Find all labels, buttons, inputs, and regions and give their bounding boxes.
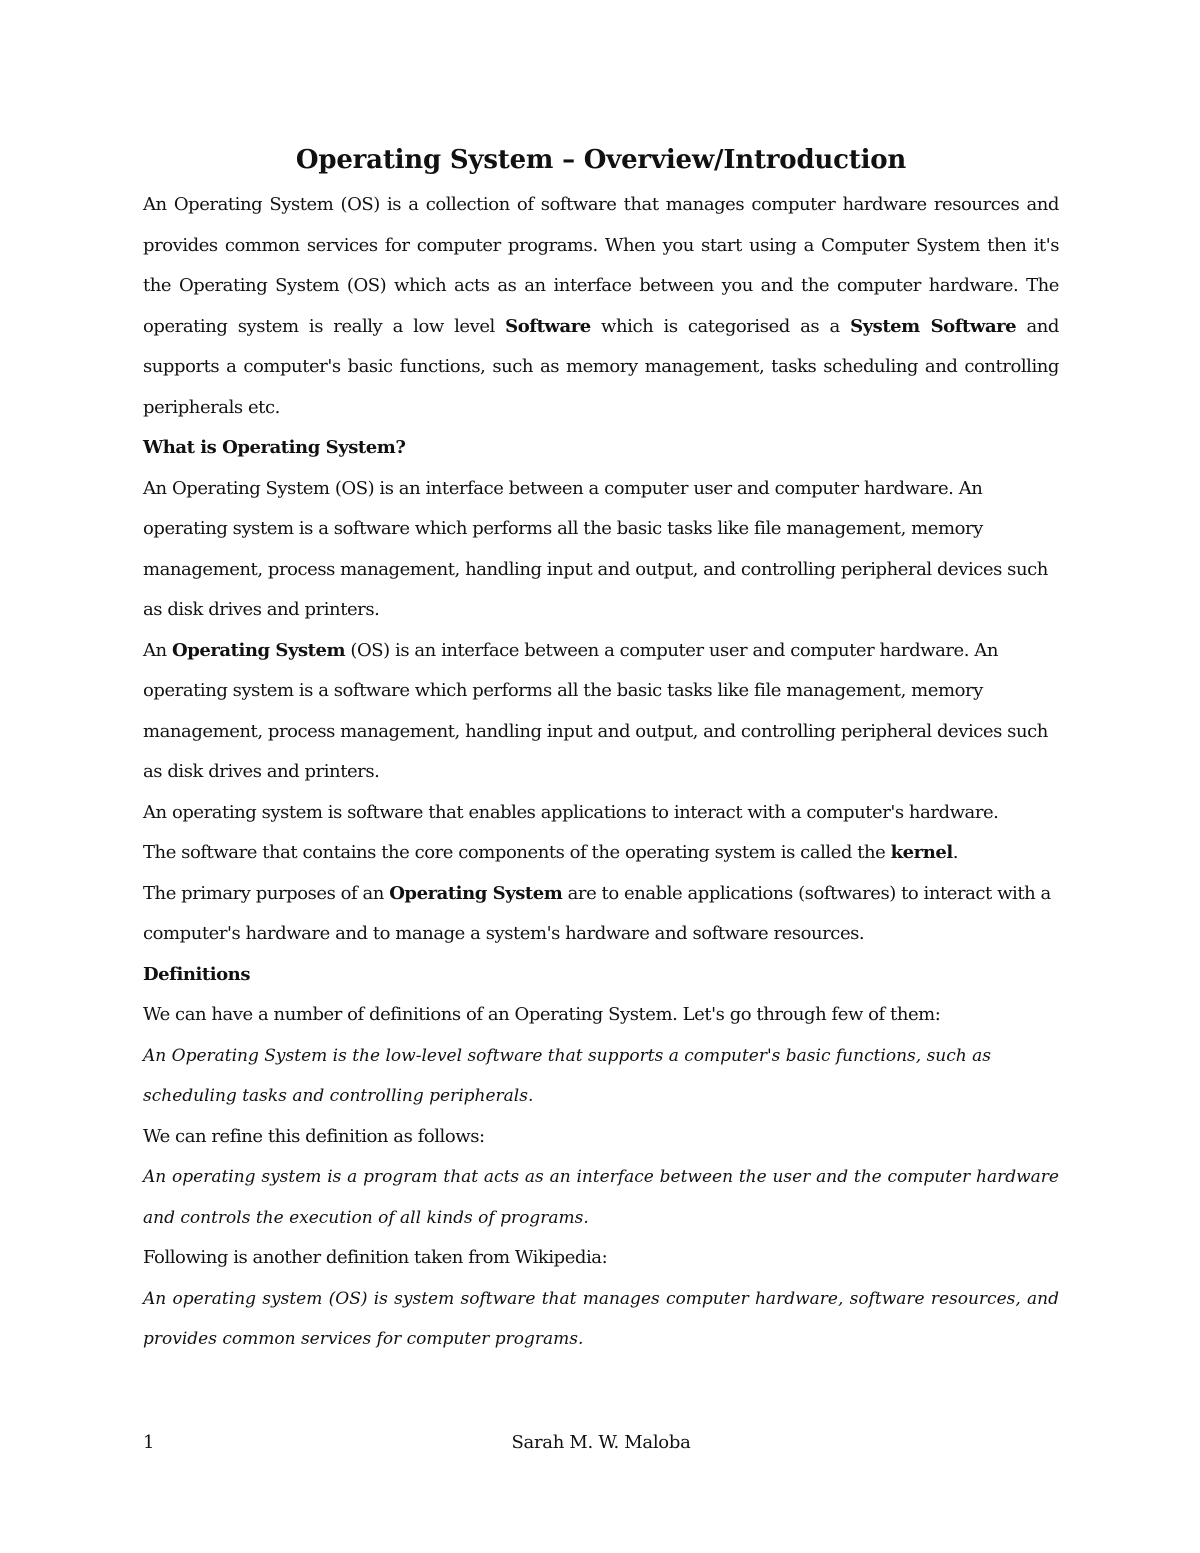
intro-text-3: and supports a computer's basic functions, such as memory management, tasks scheduling and controlling peripherals etc. [143, 315, 1060, 418]
what-p2-bold: Operating System [171, 639, 346, 661]
page-footer [143, 1428, 1059, 1458]
document-page [143, 140, 1059, 1360]
what-paragraph-2 [143, 631, 1059, 793]
intro-paragraph [143, 185, 1059, 428]
what-p5-text-c: are to enable applications (softwares) to interact with a computer's hardware and to manage a system's hardware and software resources. [143, 882, 1051, 944]
what-p4-bold-kernel: kernel [890, 842, 953, 863]
what-paragraph-3: An operating system is software that enables applications to interact with a computer's hardware. [143, 801, 999, 823]
what-p2-text-c: (OS) is an interface between a computer user and computer hardware. An operating system is a software which performs all the basic tasks like file management, memory management, process management, handling input and output, and controlling peripheral devices such as disk drives and printers. [143, 639, 1048, 782]
what-p5-text-a: The primary purposes of an [143, 882, 390, 904]
intro-bold-system-software: System Software [850, 315, 1017, 337]
definition-3: An operating system (OS) is system software that manages computer hardware, software resources, and provides common services for computer programs. [143, 1288, 1059, 1349]
definitions-wiki-lead: Following is another definition taken from Wikipedia: [143, 1247, 608, 1268]
definitions-refine: We can refine this definition as follows: [143, 1125, 485, 1147]
page-title: Operating System – Overview/Introduction [295, 145, 907, 175]
footer-author: Sarah M. W. Maloba [511, 1432, 691, 1453]
section-heading-what-is-os: What is Operating System? [143, 437, 406, 458]
intro-bold-software: Software [505, 315, 591, 337]
intro-text-2: which is categorised as a [590, 315, 851, 337]
definitions-lead: We can have a number of definitions of an Operating System. Let's go through few of them: [143, 1004, 941, 1025]
section-heading-definitions: Definitions [143, 963, 250, 985]
what-p5-bold: Operating System [389, 882, 563, 904]
what-paragraph-4 [143, 833, 1059, 874]
what-paragraph-5 [143, 874, 1059, 955]
what-p4-text-a: The software that contains the core components of the operating system is called the [143, 842, 891, 863]
definition-2: An operating system is a program that acts as an interface between the user and the computer hardware and controls the execution of all kinds of programs. [143, 1167, 1059, 1228]
what-paragraph-1: An Operating System (OS) is an interface between a computer user and computer hardware. An operating system is a software which performs all the basic tasks like file management, memory management, process management, handling input and output, and controlling peripheral devices such as disk drives and printers. [143, 477, 1048, 620]
what-p2-text-a: An [143, 639, 172, 661]
what-p4-text-c: . [952, 842, 959, 863]
intro-text-1: An Operating System (OS) is a collection of software that manages computer hardware resources and provides common services for computer programs. When you start using a Computer System then it's the Operating System (OS) which acts as an interface between you and the computer hardware. The operating system is really a low level [143, 194, 1059, 337]
page-number: 1 [143, 1432, 155, 1453]
definition-1: An Operating System is the low-level software that supports a computer's basic functions, such as scheduling tasks and controlling peripherals. [143, 1045, 991, 1106]
